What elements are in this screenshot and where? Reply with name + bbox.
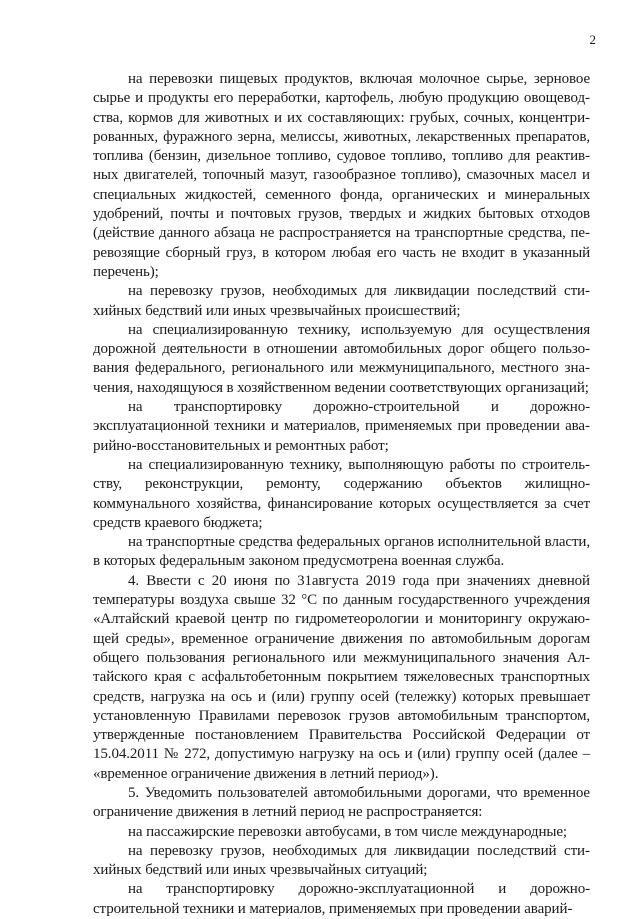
paragraph-disaster-cargo: на перевозку грузов, необходимых для ликвидации последствий стихийных бедствий или иных чрезвычайных происшествий; <box>93 283 590 319</box>
paragraph-housing-machinery: на специализированную технику, выполняющую работы по строительству, реконструкции, ремонту, содержанию объектов жилищно-коммунального хозяйства, финансирование которых осуществляется за счет средств краевого бюджета; <box>93 456 590 531</box>
paragraph-item-5: 5. Уведомить пользователей автомобильными дорогами, что временное ограничение движения в летний период не распространяется: <box>93 784 590 821</box>
paragraph-bus-transport: на пассажирские перевозки автобусами, в том числе международные; <box>128 823 567 840</box>
paragraph-food-transport: на перевозки пищевых продуктов, включая молочное сырье, зерновое сырье и продукты его переработки, картофель, любую продукцию овощеводства, кормов для животных и их составляющих: грубых, сочных, концентрированных, фуражного зерна, мелиссы, животных, лекарственных препаратов, топлива (бензин, дизельное топливо, судовое топливо, топливо для реактивных двигателей, топочный мазут, газообразное топливо), смазочных масел и специальных жидкостей, семенного фонда, органических и минеральных удобрений, почты и почтовых грузов, твердых и жидких бытовых отходов (действие данного абзаца не распространяется на транспортные средства, перевозящие сборный груз, в котором любая его часть не входит в указанный перечень); <box>93 71 590 280</box>
page-number: 2 <box>589 32 596 47</box>
paragraph-machinery-transport: на транспортировку дорожно-эксплуатационной и дорожно-строительной техники и материалов, применяемых при проведении аварий- <box>93 881 590 917</box>
paragraph-emergency-cargo: на перевозку грузов, необходимых для ликвидации последствий стихийных бедствий или иных чрезвычайных ситуаций; <box>93 842 590 879</box>
paragraph-equipment-transport: на транспортировку дорожно-строительной и дорожно-эксплуатационной техники и материалов, применяемых при проведении аварийно-восстановительных и ремонтных работ; <box>93 399 590 454</box>
paragraph-federal-vehicles: на транспортные средства федеральных органов исполнительной власти, в которых федеральным законом предусмотрена военная служба. <box>93 534 590 570</box>
document-body <box>93 70 590 919</box>
paragraph-road-machinery: на специализированную технику, используемую для осуществления дорожной деятельности в отношении автомобильных дорог общего пользования федерального, регионального или межмуниципального, местного значения, находящуюся в хозяйственном ведении соответствующих организаций; <box>93 321 590 396</box>
paragraph-item-4: 4. Ввести с 20 июня по 31августа 2019 года при значениях дневной температуры воздуха свыше 32 °С по данным государственного учреждения «Алтайский краевой центр по гидрометеорологии и мониторингу окружающей среды», временное ограничение движения по автомобильным дорогам общего пользования регионального или межмуниципального значения Алтайского края с асфальтобетонным покрытием тяжеловесных транспортных средств, нагрузка на ось и (или) группу осей (тележку) которых превышает установленную Правилами перевозок грузов автомобильным транспортом, утвержденные постановлением Правительства Российской Федерации от 15.04.2011 № 272, допустимую нагрузку на ось и (или) группу осей (далее – «временное ограничение движения в летний период»). <box>93 572 590 782</box>
